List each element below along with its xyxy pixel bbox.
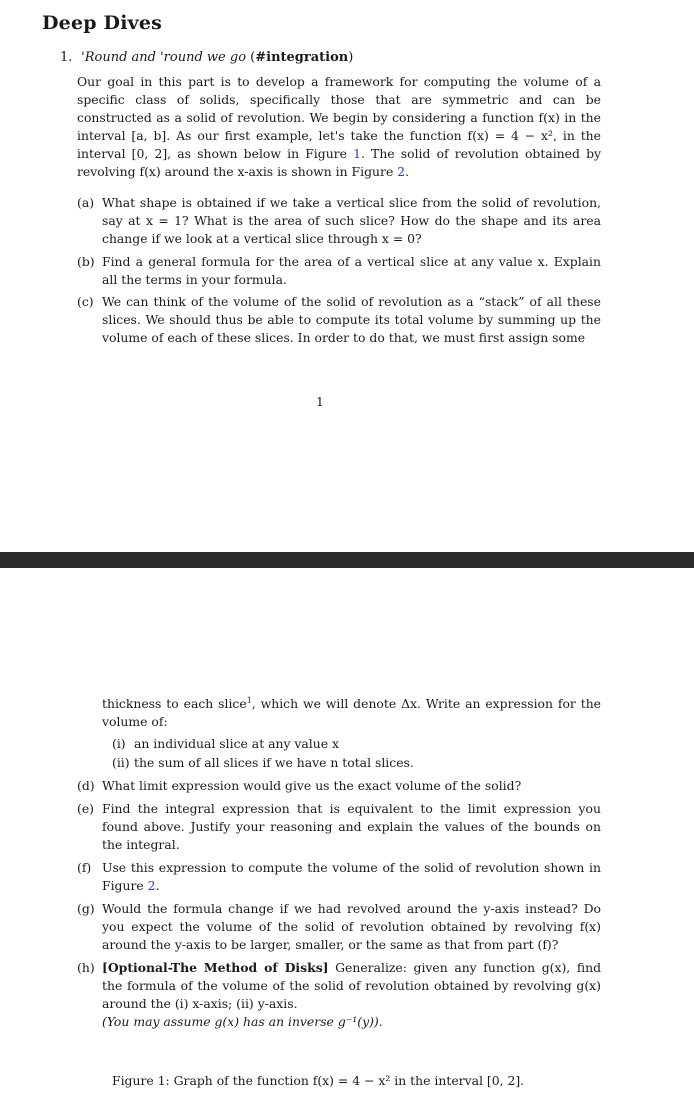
page-number: 1 xyxy=(316,394,324,409)
part-f-label: (f) xyxy=(77,860,92,875)
part-c-text: We can think of the volume of the solid of revolution as a “stack” of all these slices. We should thus be able to compute its total volume by summing up the volume of each of these slices. In order to do that, we must first assign some xyxy=(102,294,601,345)
part-g-label: (g) xyxy=(77,901,95,916)
part-c-continuation xyxy=(102,695,601,731)
part-f xyxy=(77,859,601,895)
part-b-text: Find a general formula for the area of a vertical slice at any value x. Explain all the terms in your formula. xyxy=(102,254,601,287)
part-d xyxy=(77,777,601,795)
footnote-marker[interactable]: 1 xyxy=(246,695,252,705)
section-title: Deep Dives xyxy=(42,12,163,34)
part-a-label: (a) xyxy=(77,195,95,210)
problem-tag: #integration xyxy=(255,50,349,65)
subpart-i-label: (i) xyxy=(112,736,126,751)
part-h-bold-title: [Optional-The Method of Disks] xyxy=(102,960,329,975)
intro-paragraph xyxy=(77,73,601,181)
part-h xyxy=(77,959,601,1031)
part-f-text xyxy=(102,859,601,895)
part-e-label: (e) xyxy=(77,801,95,816)
part-f-figure-2-link[interactable]: 2 xyxy=(147,878,156,893)
intro-text-1: Our goal in this part is to develop a framework for computing the volume of a specific class of solids, specifically those that are symmetric and can be constructed as a solid of revolution. We begin by considering a function f(x) in the interval [a, b]. As our first example, let's take the function f(x) = 4 − x², in the interval [0, 2], as shown below in Figure xyxy=(77,74,601,161)
part-e xyxy=(77,800,601,854)
part-g xyxy=(77,900,601,954)
problem-number: 1. xyxy=(60,50,73,65)
problem-title: 'Round and 'round we go xyxy=(81,50,247,65)
tag-close-paren: ) xyxy=(348,50,354,65)
continuation-text-1: thickness to each slice xyxy=(102,696,247,711)
part-c-label: (c) xyxy=(77,294,94,309)
part-e-text: Find the integral expression that is equivalent to the limit expression you found above. Justify your reasoning and explain the values of the bounds on the integral. xyxy=(102,801,601,852)
page-separator xyxy=(0,552,694,568)
subpart-ii-text: the sum of all slices if we have n total slices. xyxy=(134,755,414,770)
part-f-text-1: Use this expression to compute the volume of the solid of revolution shown in Figure xyxy=(102,860,601,893)
part-a-text: What shape is obtained if we take a vertical slice from the solid of revolution, say at x = 1? What is the area of such slice? How do the shape and its area change if we look at a vertical slice through x = 0? xyxy=(102,195,601,246)
part-b-label: (b) xyxy=(77,254,95,269)
figure-1-caption: Figure 1: Graph of the function f(x) = 4 − x² in the interval [0, 2]. xyxy=(112,1073,525,1088)
part-f-text-2: . xyxy=(155,878,160,893)
intro-text-2: . The solid of revolution obtained by revolving f(x) around the x-axis is shown in Figure xyxy=(77,146,601,179)
figure-1-link[interactable]: 1 xyxy=(353,146,361,161)
part-h-label: (h) xyxy=(77,960,95,975)
part-h-body: Generalize: given any function g(x), find the formula of the volume of the solid of revolution obtained by revolving g(x) around the (i) x-axis; (ii) y-axis. xyxy=(102,960,602,1011)
problem-heading xyxy=(60,50,353,65)
subpart-ii-label: (ii) xyxy=(112,755,130,770)
tag-open-paren: ( xyxy=(246,50,256,65)
part-c xyxy=(77,293,601,347)
page-2 xyxy=(0,568,694,1102)
part-b xyxy=(77,253,601,289)
subpart-i xyxy=(112,735,601,753)
subpart-ii xyxy=(112,754,601,772)
part-d-text: What limit expression would give us the exact volume of the solid? xyxy=(102,778,522,793)
subpart-i-text: an individual slice at any value x xyxy=(134,736,340,751)
part-g-text: Would the formula change if we had revolved around the y-axis instead? Do you expect the volume of the solid of revolution obtained by revolving f(x) around the y-axis to be larger, smaller, or the same as that from part (f)? xyxy=(102,901,601,952)
intro-text-3: . xyxy=(405,164,410,179)
part-a xyxy=(77,194,601,248)
part-d-label: (d) xyxy=(77,778,95,793)
part-h-hint: (You may assume g(x) has an inverse g⁻¹(y)). xyxy=(102,1014,383,1029)
figure-2-link[interactable]: 2 xyxy=(397,164,406,179)
continuation-text-2: , which we will denote Δx. Write an expression for the volume of: xyxy=(102,696,602,729)
part-h-text xyxy=(102,959,601,1013)
